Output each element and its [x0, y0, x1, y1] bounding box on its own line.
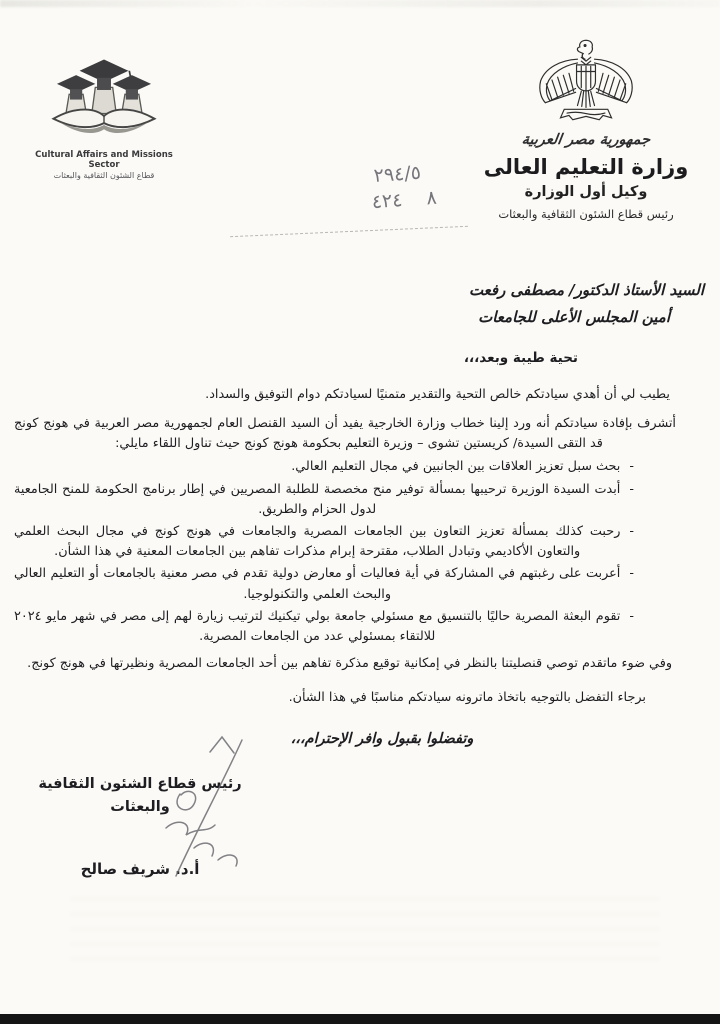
greeting-line: تحية طيبة وبعد،،، — [463, 350, 578, 367]
ministry-title: وزارة التعليم العالى — [483, 155, 689, 179]
meeting-points-list — [14, 457, 704, 647]
list-item — [14, 522, 704, 562]
closing-line: وتفضلوا بقبول وافر الإحترام،،، — [290, 730, 474, 747]
logo-caption-arabic: قطاع الشئون الثقافية والبعثات — [53, 171, 155, 180]
handwritten-underline — [230, 226, 468, 237]
list-item — [14, 480, 704, 520]
paragraph-introduction: أتشرف بإفادة سيادتكم أنه ورد إلينا خطاب وزارة الخارجية يفيد أن السيد القنصل العام لجمهورية مصر العربية في هونج كونج قد التقى السيدة/ كريستين تشوى – وزيرة التعليم بحكومة هونج كونج حيث تناول اللقاء مايلي: — [14, 415, 676, 452]
signatory-name: أ.د. شريف صالح — [80, 860, 200, 879]
logo-caption-english: Cultural Affairs and Missions Sector — [35, 150, 173, 170]
paragraph-recommendation: وفي ضوء ماتقدم توصي قنصليتنا بالنظر في إمكانية توقيع مذكرة تفاهم بين أحد الجامعات المصرية ونظيرتها في هونج كونج. — [27, 656, 672, 672]
scan-artifact-top — [0, 0, 720, 7]
list-item — [14, 607, 704, 647]
dash-bullet-marker: - — [629, 524, 634, 540]
dash-bullet-marker: - — [629, 608, 634, 624]
list-item — [14, 457, 704, 477]
undersecretary-title: وكيل أول الوزارة — [524, 184, 648, 200]
handwritten-ref-line1: ٢٩٤/٥ — [372, 161, 422, 187]
egypt-eagle-emblem-icon — [534, 36, 638, 124]
dash-bullet-marker: - — [629, 566, 634, 582]
list-item-text: أعربت على رغبتهم في المشاركة في أية فعاليات أو معارض دولية تقدم في مصر معنية بالجامعات أو التعليم العالي والبحث العلمي والتكنولوجيا. — [14, 566, 621, 602]
letter-body — [14, 279, 704, 882]
list-item-text: بحث سبل تعزيز العلاقات بين الجانبين في مجال التعليم العالي. — [291, 459, 621, 475]
paragraph-compliments: يطيب لي أن أهدي سيادتكم خالص التحية والتقدير متمنيًا لسيادتكم دوام التوفيق والسداد. — [205, 386, 670, 402]
handwritten-ref-line2: ٨ ٤٢٤ — [370, 186, 438, 213]
list-item — [14, 564, 704, 604]
addressee-title: أمين المجلس الأعلى للجامعات — [478, 307, 670, 326]
republic-title: جمهورية مصر العربية — [520, 132, 652, 148]
list-item-text: رحبت كذلك بمسألة تعزيز التعاون بين الجامعات المصرية والجامعات في هونج كونج في مجال البحث العلمي والتعاون الأكاديمي وتبادل الطلاب، مقترحة إبرام مذكرات تفاهم بين الجامعات المعنية في هذا الشأن. — [14, 524, 621, 560]
dash-bullet-marker: - — [629, 481, 634, 497]
paragraph-request: برجاء التفضل بالتوجيه باتخاذ ماترونه سيادتكم مناسبًا في هذا الشأن. — [288, 689, 646, 705]
scan-artifact-bottom — [70, 898, 660, 960]
signatory-title: رئيس قطاع الشئون الثقافية والبعثات — [38, 775, 242, 815]
graduation-caps-book-icon — [43, 52, 165, 148]
sector-head-title: رئيس قطاع الشئون الثقافية والبعثات — [498, 207, 674, 221]
list-item-text: أبدت السيدة الوزيرة ترحيبها بمسألة توفير منح مخصصة للطلبة المصريين في إطار برنامج الحكومة للمنح الجامعية لدول الحزام والطريق. — [14, 481, 621, 517]
handwritten-reference — [254, 160, 437, 224]
scan-edge-bar — [0, 1014, 720, 1024]
sector-logo — [26, 52, 182, 180]
dash-bullet-marker: - — [629, 459, 634, 475]
addressee-name: السيد الأستاذ الدكتور/ مصطفى رفعت — [468, 281, 704, 299]
letterhead — [460, 36, 712, 221]
signature-scribble — [148, 732, 280, 884]
list-item-text: تقوم البعثة المصرية حاليًا بالتنسيق مع مسئولي جامعة بولي تيكنيك لترتيب زيارة لهم إلى مصر في شهر مايو ٢٠٢٤ للالتقاء بمسئولي عدد من الجامعات المصرية. — [14, 608, 621, 645]
